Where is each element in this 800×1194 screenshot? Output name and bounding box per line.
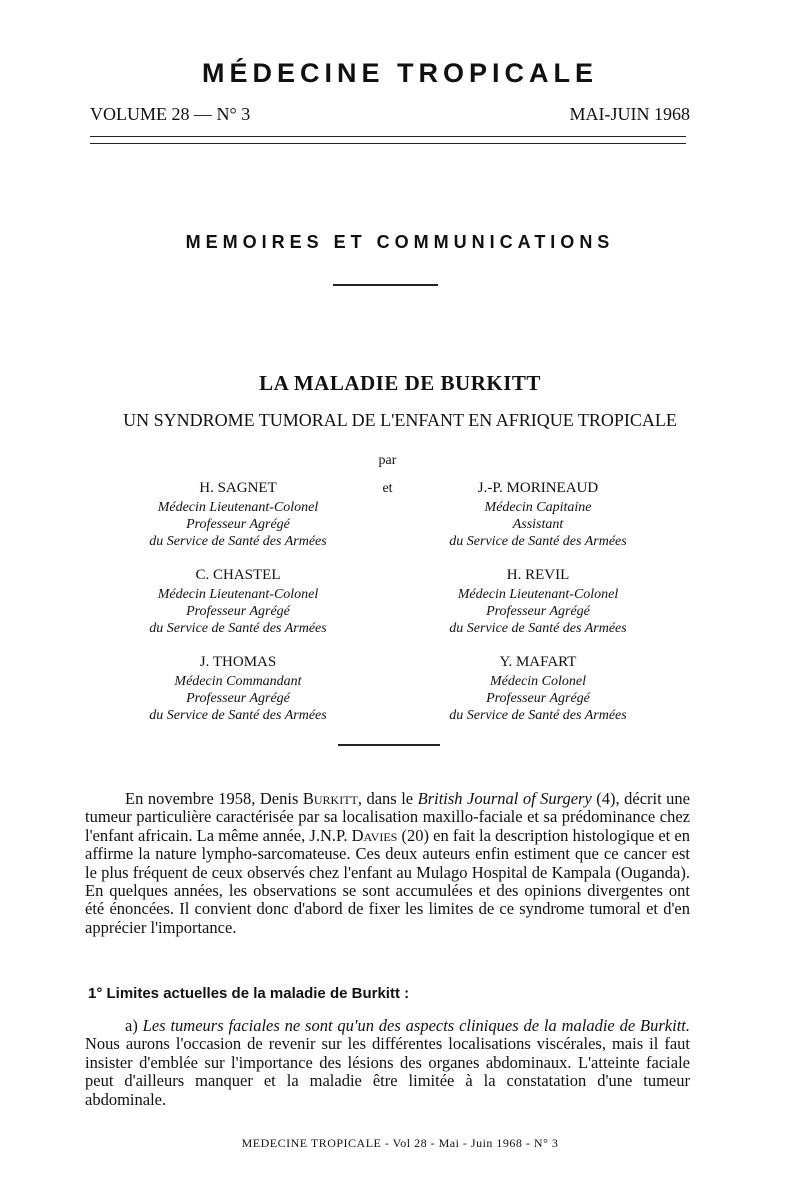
author-title: Professeur Agrégé <box>186 517 290 532</box>
author-block <box>88 480 388 550</box>
author-citation: Burkitt <box>302 789 358 808</box>
author-affiliation: du Service de Santé des Armées <box>149 708 327 723</box>
author-rank: Médecin Capitaine <box>484 500 592 515</box>
author-rank: Médecin Lieutenant-Colonel <box>457 587 619 602</box>
author-citation: Davies <box>351 825 398 845</box>
authors-divider <box>338 744 440 746</box>
author-affiliation: du Service de Santé des Armées <box>449 621 627 636</box>
journal-citation: British Journal of Surgery <box>417 789 592 808</box>
author-rank: Médecin Commandant <box>174 674 302 689</box>
author-block <box>88 567 388 637</box>
author-affiliation: du Service de Santé des Armées <box>449 534 627 549</box>
limits-heading: 1° Limites actuelles de la maladie de Burkitt : <box>88 985 410 1002</box>
author-name: C. CHASTEL <box>195 567 281 583</box>
author-block <box>88 654 388 724</box>
section-divider <box>333 284 438 286</box>
par-word: par <box>378 453 397 468</box>
author-rank: Médecin Lieutenant-Colonel <box>157 587 319 602</box>
author-title: Professeur Agrégé <box>186 691 290 706</box>
author-block <box>388 654 688 724</box>
intro-paragraph: En novembre 1958, Denis Burkitt, dans le British Journal of Surgery (4), décrit une tumeur particulière caractérisée par sa localisation maxillo-faciale et sa prédominance chez l'enfant africain. La même année, J.N.P. Davies (20) en fait la description histologique et en affirme la nature lympho-sarcomateuse. Ces deux auteurs enfin estiment que ce cancer est le plus fréquent de ceux observés chez l'enfant au Mulago Hospital de Kampala (Ouganda). En quelques années, les observations se sont accumulées et des opinions divergentes ont été énoncées. Il convient donc d'abord de fixer les limites de ce syndrome tumoral et d'en apprécier l'importance. <box>85 789 690 937</box>
author-name: H. REVIL <box>506 567 570 583</box>
author-title: Professeur Agrégé <box>486 604 590 619</box>
page-footer: MEDECINE TROPICALE - Vol 28 - Mai - Juin 1968 - N° 3 <box>241 1136 559 1150</box>
author-name: J. THOMAS <box>199 654 277 670</box>
volume-line <box>90 104 690 125</box>
journal-title: MÉDECINE TROPICALE <box>201 58 599 88</box>
et-word: et <box>382 481 393 496</box>
header-double-rule <box>90 136 686 144</box>
author-title: Professeur Agrégé <box>186 604 290 619</box>
author-rank: Médecin Colonel <box>489 674 587 689</box>
article-subtitle: UN SYNDROME TUMORAL DE L'ENFANT EN AFRIQUE TROPICALE <box>123 410 677 430</box>
issue-date: MAI-JUIN 1968 <box>569 104 690 124</box>
author-name: Y. MAFART <box>499 654 577 670</box>
author-title: Assistant <box>512 517 564 532</box>
section-a-lead: Les tumeurs faciales ne sont qu'un des aspects cliniques de la maladie de Burkitt. <box>142 1016 690 1035</box>
author-block <box>388 567 688 637</box>
volume-number: VOLUME 28 — N° 3 <box>90 104 251 124</box>
author-affiliation: du Service de Santé des Armées <box>449 708 627 723</box>
author-affiliation: du Service de Santé des Armées <box>149 534 327 549</box>
article-title: LA MALADIE DE BURKITT <box>259 371 541 395</box>
author-name: J.-P. MORINEAUD <box>477 480 599 496</box>
section-a-paragraph: a) Les tumeurs faciales ne sont qu'un des aspects cliniques de la maladie de Burkitt. Nous aurons l'occasion de revenir sur les différentes localisations viscérales, mais il faut insister d'emblée sur l'importance des lésions des organes abdominaux. L'atteinte faciale peut d'ailleurs manquer et la maladie être limitée à la constatation d'une tumeur abdominale. <box>85 1016 690 1109</box>
section-heading: MEMOIRES ET COMMUNICATIONS <box>185 232 615 252</box>
author-affiliation: du Service de Santé des Armées <box>149 621 327 636</box>
author-title: Professeur Agrégé <box>486 691 590 706</box>
author-block <box>388 480 688 550</box>
author-name: H. SAGNET <box>199 480 277 496</box>
author-rank: Médecin Lieutenant-Colonel <box>157 500 319 515</box>
